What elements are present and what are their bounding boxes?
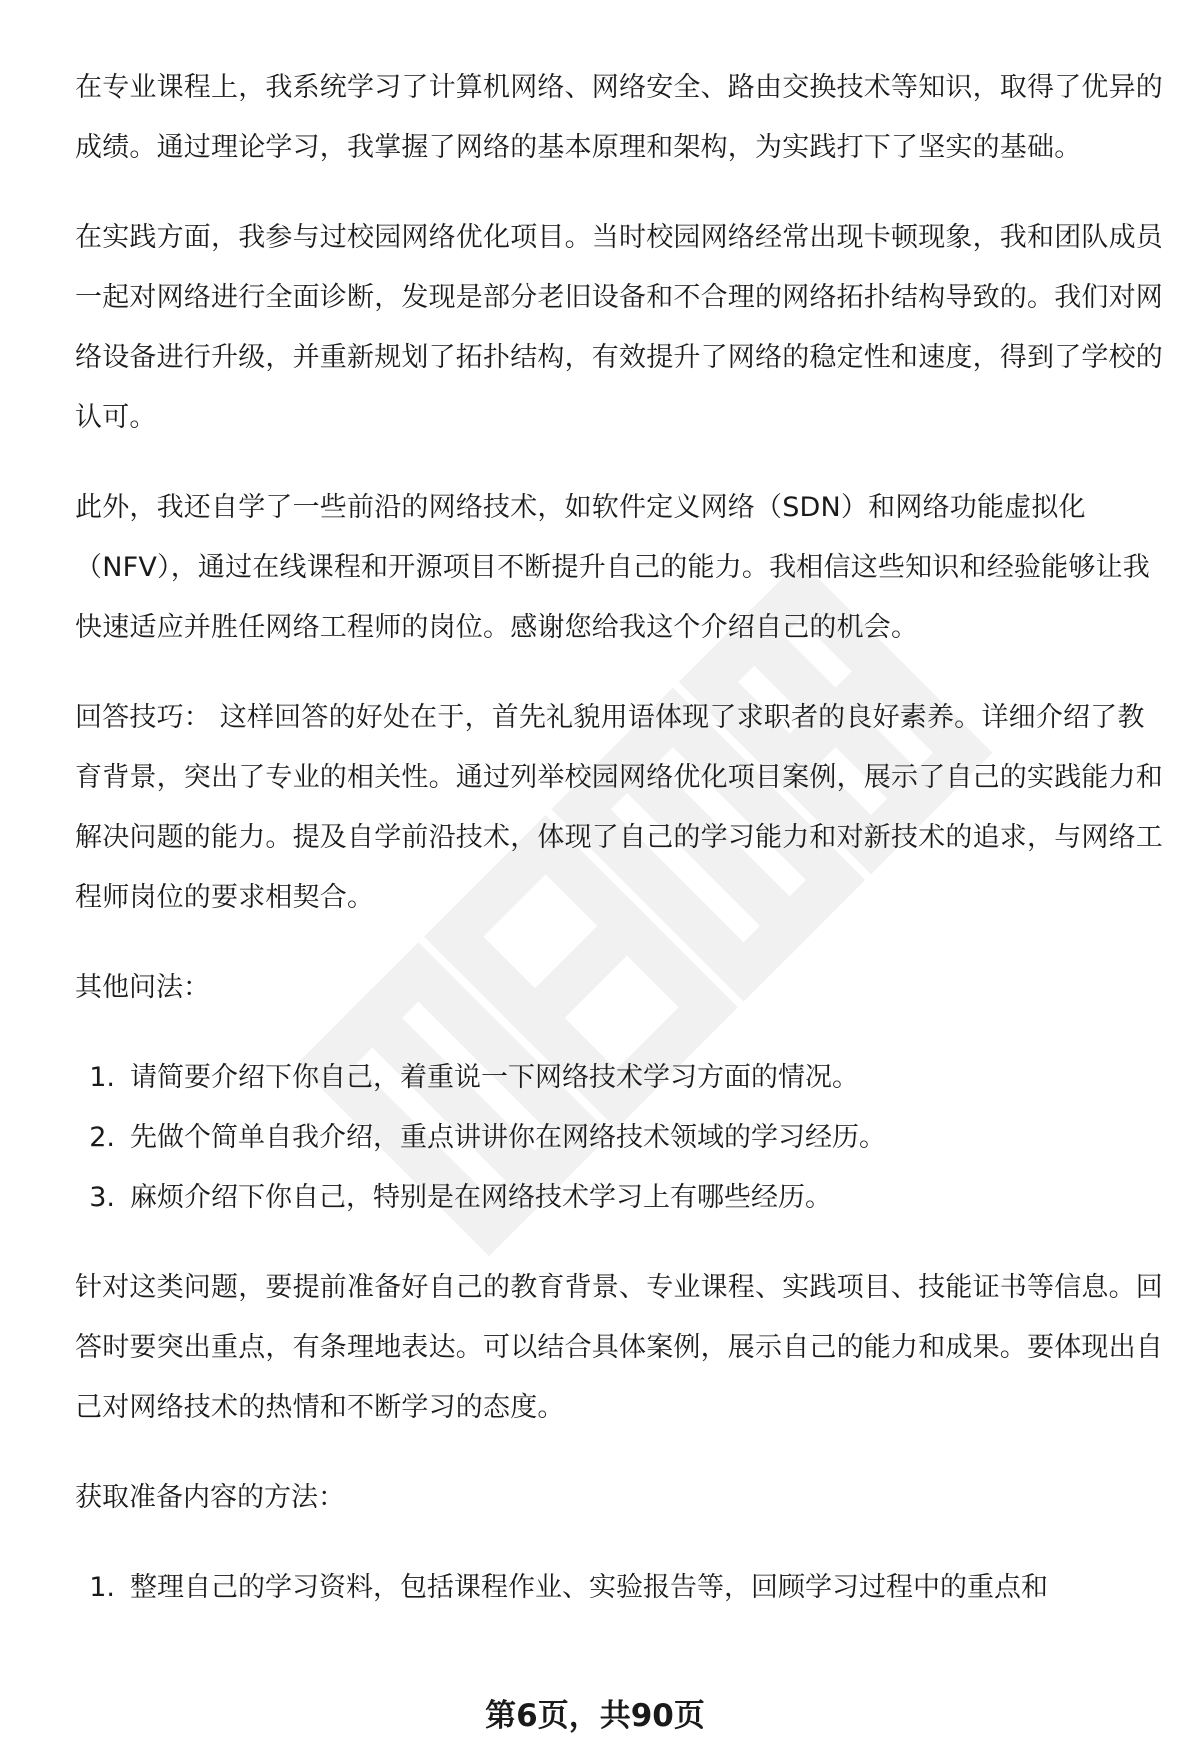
list-item	[75, 1048, 1165, 1108]
prep-methods-list	[75, 1558, 1165, 1618]
list-item-text: 先做个简单自我介绍，重点讲讲你在网络技术领域的学习经历。	[130, 1122, 886, 1153]
list-item-number: 1.	[89, 1572, 115, 1603]
page-number-footer: 第6页，共90页	[485, 1698, 705, 1734]
paragraph-answer-tips: 回答技巧： 这样回答的好处在于，首先礼貌用语体现了求职者的良好素养。详细介绍了教育背景，突出了专业的相关性。通过列举校园网络优化项目案例，展示了自己的实践能力和解决问题的能力。提及自学前沿技术，体现了自己的学习能力和对新技术的追求，与网络工程师岗位的要求相契合。	[75, 702, 1163, 913]
document-body	[75, 58, 1165, 1648]
paragraph-self-study: 此外，我还自学了一些前沿的网络技术，如软件定义网络（SDN）和网络功能虚拟化（NFV），通过在线课程和开源项目不断提升自己的能力。我相信这些知识和经验能够让我快速适应并胜任网络工程师的岗位。感谢您给我这个介绍自己的机会。	[75, 492, 1150, 643]
list-item-text: 请简要介绍下你自己，着重说一下网络技术学习方面的情况。	[130, 1062, 859, 1093]
list-item	[75, 1108, 1165, 1168]
list-item-number: 3.	[89, 1182, 115, 1213]
other-questions-list	[75, 1048, 1165, 1228]
paragraph-practice: 在实践方面，我参与过校园网络优化项目。当时校园网络经常出现卡顿现象，我和团队成员一起对网络进行全面诊断，发现是部分老旧设备和不合理的网络拓扑结构导致的。我们对网络设备进行升级，并重新规划了拓扑结构，有效提升了网络的稳定性和速度，得到了学校的认可。	[75, 222, 1163, 433]
paragraph-coursework: 在专业课程上，我系统学习了计算机网络、网络安全、路由交换技术等知识，取得了优异的成绩。通过理论学习，我掌握了网络的基本原理和架构，为实践打下了坚实的基础。	[75, 72, 1163, 163]
list-item-text: 麻烦介绍下你自己，特别是在网络技术学习上有哪些经历。	[130, 1182, 832, 1213]
other-questions-heading: 其他问法：	[75, 972, 210, 1003]
list-item-number: 1.	[89, 1062, 115, 1093]
paragraph-advice: 针对这类问题，要提前准备好自己的教育背景、专业课程、实践项目、技能证书等信息。回答时要突出重点，有条理地表达。可以结合具体案例，展示自己的能力和成果。要体现出自己对网络技术的热情和不断学习的态度。	[75, 1272, 1163, 1423]
list-item-number: 2.	[89, 1122, 115, 1153]
list-item	[75, 1558, 1165, 1618]
prep-methods-heading: 获取准备内容的方法：	[75, 1482, 345, 1513]
list-item	[75, 1168, 1165, 1228]
list-item-text: 整理自己的学习资料，包括课程作业、实验报告等，回顾学习过程中的重点和	[130, 1572, 1048, 1603]
